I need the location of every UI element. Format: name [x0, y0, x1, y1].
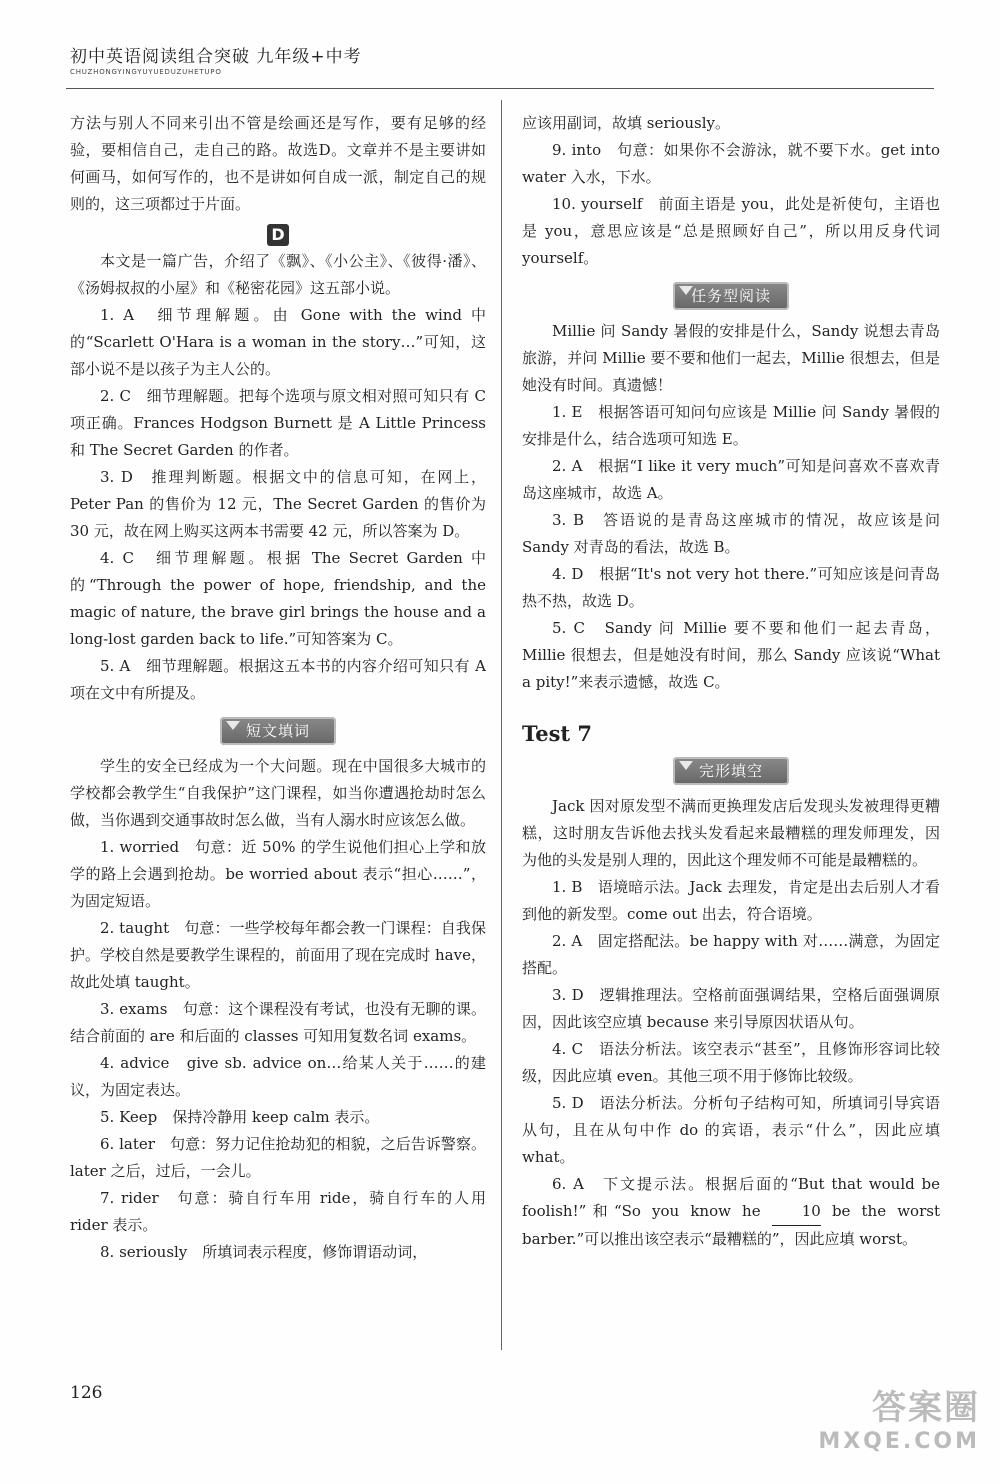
answer-item: 5. A 细节理解题。根据这五本书的内容介绍可知只有 A 项在文中有所提及。	[70, 657, 486, 702]
column-divider	[501, 100, 502, 1350]
banner-icon	[679, 761, 693, 770]
answer-item: 4. D 根据“It's not very hot there.”可知应该是问青岛热不热，故选 D。	[522, 565, 940, 610]
section-banner-fill: 短文填词	[220, 717, 336, 745]
answer-item: 3. D 推理判断题。根据文中的信息可知，在网上，Peter Pan 的售价为 12 元，The Secret Garden 的售价为 30 元，故在网上购买这两本书需要 42 元，所以答案为 D。	[70, 468, 486, 540]
answer-item: 5. Keep 保持冷静用 keep calm 表示。	[100, 1108, 380, 1126]
answer-item: 1. worried 句意：近 50% 的学生说他们担心上学和放学的路上会遇到抢劫。be worried about 表示“担心……”，为固定短语。	[70, 838, 486, 910]
answer-item: 3. B 答语说的是青岛这座城市的情况，故应该是问 Sandy 对青岛的看法，故选 B。	[522, 511, 940, 556]
page-number: 126	[70, 1383, 103, 1403]
header-rule	[66, 88, 934, 89]
blank-number: 10	[772, 1198, 821, 1226]
page-header	[70, 42, 362, 76]
answer-item: 3. D 逻辑推理法。空格前面强调结果，空格后面强调原因，因此该空应填 because 来引导原因状语从句。	[522, 986, 940, 1031]
intro-paragraph: 方法与别人不同来引出不管是绘画还是写作，要有足够的经验，要相信自己，走自己的路。故选D。文章并不是主要讲如何画马，如何写作的，也不是讲如何自成一派，制定自己的规则的，这三项都过于片面。	[70, 114, 486, 213]
answer-item: 4. C 语法分析法。该空表示“甚至”，且修饰形容词比较级，因此应填 even。其他三项不用于修饰比较级。	[522, 1040, 940, 1085]
answer-item: 4. advice give sb. advice on…给某人关于……的建议，为固定表达。	[70, 1054, 486, 1099]
banner-icon	[679, 286, 693, 295]
answer-item: 2. A 根据“I like it very much”可知是问喜欢不喜欢青岛这座城市，故选 A。	[522, 457, 940, 502]
section-banner-task: 任务型阅读	[673, 282, 789, 310]
answer-item: 1. E 根据答语可知问句应该是 Millie 问 Sandy 暑假的安排是什么，结合选项可知选 E。	[522, 403, 940, 448]
answer-item: 2. taught 句意：一些学校每年都会教一门课程：自我保护。学校自然是要教学生课程的，前面用了现在完成时 have，故此处填 taught。	[70, 919, 486, 991]
answer-item: 9. into 句意：如果你不会游泳，就不要下水。get into water 入水，下水。	[522, 141, 940, 186]
watermark-line2: MXQE.COM	[818, 1429, 980, 1454]
task-intro: Millie 问 Sandy 暑假的安排是什么，Sandy 说想去青岛旅游，并问 Millie 要不要和他们一起去，Millie 很想去，但是她没有时间。真遗憾！	[522, 322, 940, 394]
book-title: 初中英语阅读组合突破 九年级+中考	[70, 47, 362, 67]
answer-item: 4. C 细节理解题。根据 The Secret Garden 中的“Through the power of hope, friendship, and the magic of nature, the brave girl brings the house and a long-lost garden back to life.”可知答案为 C。	[70, 549, 486, 648]
test-title: Test 7	[522, 721, 593, 746]
cloze-intro: Jack 因对原发型不满而更换理发店后发现头发被理得更糟糕，这时朋友告诉他去找头发看起来最糟糕的理发师理发，因为他的头发是别人理的，因此这个理发师不可能是最糟糕的。	[522, 797, 940, 869]
answer-item: 10. yourself 前面主语是 you，此处是祈使句，主语也是 you，意思应该是“总是照顾好自己”，所以用反身代词 yourself。	[522, 195, 940, 267]
fill-intro: 学生的安全已经成为一个大问题。现在中国很多大城市的学校都会教学生“自我保护”这门课程，如当你遭遇抢劫时怎么做，当你遇到交通事故时怎么做，当有人溺水时应该怎么做。	[70, 757, 486, 829]
answer-item: 5. D 语法分析法。分析句子结构可知，所填词引导宾语从句，且在从句中作 do 的宾语，表示“什么”，因此应填 what。	[522, 1094, 940, 1166]
right-column	[522, 110, 940, 1253]
section-d-badge: D	[267, 224, 289, 246]
answer-item: 5. C Sandy 问 Millie 要不要和他们一起去青岛，Millie 很想去，但是她没有时间，那么 Sandy 应该说“What a pity!”来表示遗憾，故选 C。	[522, 619, 940, 691]
section-d-intro: 本文是一篇广告，介绍了《飘》、《小公主》、《彼得·潘》、《汤姆叔叔的小屋》和《秘密花园》这五部小说。	[70, 252, 486, 297]
section-banner-cloze: 完形填空	[673, 757, 789, 785]
answer-item: 3. exams 句意：这个课程没有考试，也没有无聊的课。结合前面的 are 和后面的 classes 可知用复数名词 exams。	[70, 1000, 486, 1045]
banner-icon	[226, 721, 240, 730]
answer-item: 2. C 细节理解题。把每个选项与原文相对照可知只有 C 项正确。Frances Hodgson Burnett 是 A Little Princess 和 The Secret Garden 的作者。	[70, 387, 486, 459]
answer-item: 6. A 下文提示法。根据后面的“But that would be foolish!”和“So you know he 10 be the worst barber.”可以推出该空表示“最糟糕的”，因此应填 worst。	[522, 1175, 940, 1248]
answer-item: 7. rider 句意：骑自行车用 ride，骑自行车的人用 rider 表示。	[70, 1189, 486, 1234]
book-subtitle: CHUZHONGYINGYUYUEDUZUHETUPO	[70, 68, 222, 76]
answer-item: 1. B 语境暗示法。Jack 去理发，肯定是出去后别人才看到他的新发型。come out 出去，符合语境。	[522, 878, 940, 923]
watermark	[818, 1380, 980, 1454]
answer-item: 8. seriously 所填词表示程度，修饰谓语动词，	[100, 1243, 428, 1261]
watermark-line1: 答案圈	[872, 1388, 980, 1428]
left-column	[70, 110, 486, 1266]
answer-item: 6. later 句意：努力记住抢劫犯的相貌，之后告诉警察。later 之后，过后，一会儿。	[70, 1135, 486, 1180]
answer-item: 1. A 细节理解题。由 Gone with the wind 中的“Scarlett O'Hara is a woman in the story…”可知，这部小说不是以孩子为主人公的。	[70, 306, 486, 378]
answer-item: 2. A 固定搭配法。be happy with 对……满意，为固定搭配。	[522, 932, 940, 977]
continued-text: 应该用副词，故填 seriously。	[522, 114, 730, 132]
